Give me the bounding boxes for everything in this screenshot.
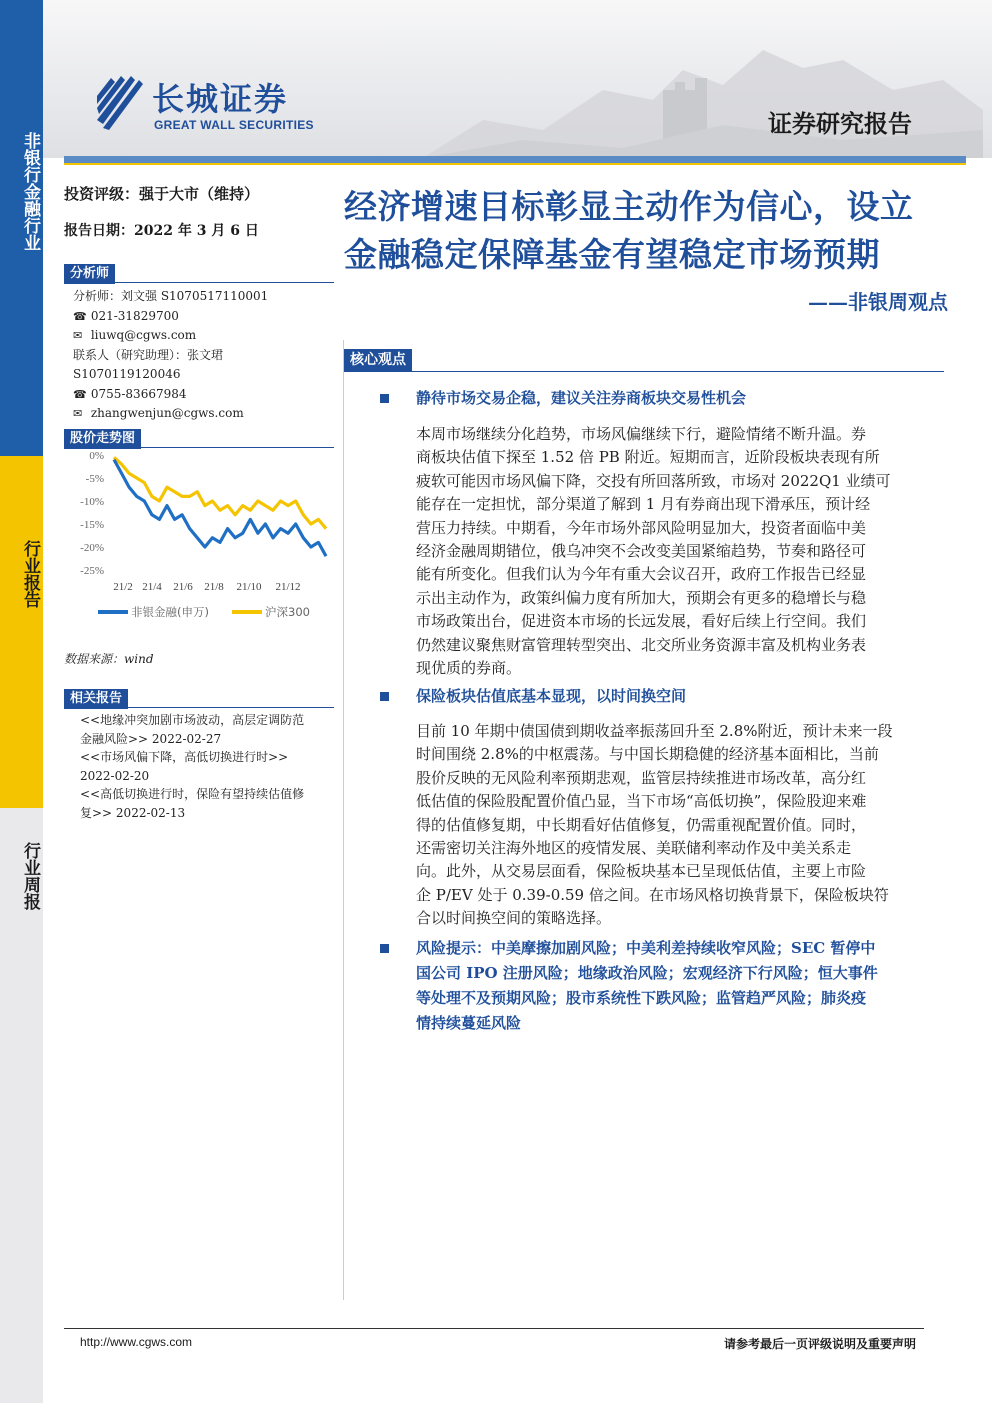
related-report-line[interactable]: <<市场风偏下降，高低切换进行时>> [80, 750, 289, 764]
sidebar-yellow-block [0, 456, 43, 808]
sidebar-industry-label: 非银行金融行业 [20, 132, 40, 251]
paragraph-line: 能有所变化。但我们认为今年有重大会议召开，政府工作报告已经显 [416, 565, 867, 584]
paragraph-line: 向。此外，从交易层面看，保险板块基本已呈现低估值，主要上市险 [416, 862, 867, 881]
paragraph-line: 仍然建议聚焦财富管理转型突出、北交所业务资源丰富及机构业务表 [416, 635, 867, 654]
risk-line: 情持续蔓延风险 [416, 1014, 522, 1032]
price-chart-svg [64, 446, 334, 636]
paragraph-line: 时间围绕 2.8%的中枢震荡。与中国长期稳健的经济基本面相比，当前 [416, 745, 879, 764]
related-report-line[interactable]: <<高低切换进行时，保险有望持续估值修 [80, 787, 305, 801]
logo-chinese-text: 长城证券 [152, 80, 289, 118]
analyst-line: ☎ 021-31829700 [73, 307, 268, 327]
x-tick-label: 21/4 [142, 581, 162, 593]
related-report-line[interactable]: 金融风险>> 2022-02-27 [80, 731, 222, 746]
paragraph-line: 目前 10 年期中债国债到期收益率振荡回升至 2.8%附近，预计未来一段 [416, 722, 893, 740]
x-tick-label: 21/6 [173, 581, 193, 593]
bullet-square-icon [380, 944, 389, 953]
header-divider [64, 156, 966, 163]
investment-rating: 投资评级：强于大市（维持） [64, 185, 260, 203]
report-subtitle: ——非银周观点 [808, 290, 948, 314]
footer-disclaimer: 请参考最后一页评级说明及重要声明 [723, 1337, 916, 1351]
paragraph-line: 还需密切关注海外地区的疫情发展、美联储利率动作及中美关系走 [416, 839, 852, 858]
paragraph-line: 合以时间换空间的策略选择。 [416, 909, 612, 928]
footer-url[interactable]: http://www.cgws.com [80, 1335, 193, 1349]
paragraph-line: 现优质的券商。 [416, 659, 522, 678]
paragraph-line: 本周市场继续分化趋势，市场风偏继续下行，避险情绪不断升温。券 [416, 425, 867, 443]
analyst-line: 分析师：刘文强 S1070517110001 [73, 289, 269, 303]
report-date: 报告日期：2022 年 3 月 6 日 [64, 223, 259, 239]
risk-line: 风险提示：中美摩擦加剧风险；中美利差持续收窄风险；SEC 暂停中 [416, 939, 876, 957]
legend-label: 非银金融(申万) [131, 605, 209, 619]
column-divider [343, 340, 344, 1300]
paragraph-line: 疲软可能因市场风偏下降，交投有所回落所致，市场对 2022Q1 业绩可 [416, 471, 891, 490]
bullet-square-icon [380, 394, 389, 403]
sidebar-weekly-label: 行业周报 [20, 842, 40, 910]
y-tick-label: -5% [85, 473, 104, 485]
related-report-line[interactable]: 2022-02-20 [80, 768, 150, 783]
chart-section-title: 股价走势图 [64, 429, 141, 449]
report-title-line: 经济增速目标彰显主动作为信心，设立 [344, 187, 914, 226]
bullet-heading-brokers: 静待市场交易企稳，建议关注券商板块交易性机会 [380, 386, 948, 411]
mail-icon: ✉ [73, 329, 83, 342]
core-view-header [344, 349, 944, 372]
related-report-line[interactable]: <<地缘冲突加剧市场波动，高层定调防范 [80, 713, 305, 727]
analyst-section-title: 分析师 [64, 264, 115, 284]
related-section-title: 相关报告 [64, 689, 128, 709]
company-logo-icon [95, 72, 145, 132]
price-chart [64, 446, 334, 636]
brokers-paragraph [416, 423, 948, 680]
risk-line: 等处理不及预期风险；股市系统性下跌风险；监管趋严风险；肺炎疫 [416, 989, 867, 1007]
series-line [114, 457, 326, 528]
y-tick-label: 0% [89, 450, 104, 462]
y-tick-label: -15% [80, 519, 104, 531]
y-tick-label: -20% [80, 542, 104, 554]
paragraph-line: 能存在一定担忧，部分渠道了解到 1 月有券商出现下滑承压，预计经 [416, 495, 871, 514]
paragraph-line: 市场政策出台，促进资本市场的长远发展，看好后续上行空间。我们 [416, 612, 867, 631]
phone-icon: ☎ [73, 387, 87, 401]
analyst-line: ✉ zhangwenjun@cgws.com [73, 404, 268, 424]
related-reports [80, 711, 330, 822]
paragraph-line: 得的估值修复期，中长期看好估值修复，仍需重视配置价值。同时， [416, 815, 867, 834]
analyst-info [73, 287, 268, 424]
paragraph-line: 营压力持续。中期看，今年市场外部风险明显加大，投资者面临中美 [416, 518, 867, 537]
paragraph-line: 商板块估值下探至 1.52 倍 PB 附近。短期而言，近阶段板块表现有所 [416, 448, 880, 467]
risk-line: 国公司 IPO 注册风险；地缘政治风险；宏观经济下行风险；恒大事件 [416, 964, 878, 982]
related-section-header [64, 687, 334, 708]
paragraph-line: 股价反映的无风险利率预期悲观，监管层持续推进市场改革，高分红 [416, 768, 867, 787]
analyst-line: S1070119120046 [73, 367, 181, 381]
y-tick-label: -25% [80, 565, 104, 577]
legend-label: 沪深300 [265, 605, 310, 619]
bullet-heading-insurance: 保险板块估值底基本显现，以时间换空间 [380, 684, 948, 709]
logo-english-text: GREAT WALL SECURITIES [154, 118, 314, 132]
chart-section-header [64, 427, 334, 448]
core-view-title: 核心观点 [344, 349, 412, 371]
y-tick-label: -10% [80, 496, 104, 508]
report-type-label: 证券研究报告 [768, 109, 912, 138]
x-tick-label: 21/8 [204, 581, 224, 593]
phone-icon: ☎ [73, 309, 87, 323]
paragraph-line: 企 P/EV 处于 0.39-0.59 倍之间。在市场风格切换背景下，保险板块符 [416, 885, 889, 904]
risk-warning [380, 936, 948, 1036]
chart-source: 数据来源：wind [64, 652, 154, 666]
header-divider-accent [64, 163, 966, 165]
paragraph-line: 示出主动作为，政策纠偏力度有所加大，预期会有更多的稳增长与稳 [416, 588, 867, 607]
analyst-line: ✉ liuwq@cgws.com [73, 326, 268, 346]
x-tick-label: 21/10 [236, 581, 262, 593]
analyst-line: ☎ 0755-83667984 [73, 385, 268, 405]
analyst-section-header [64, 262, 334, 283]
analyst-line: 联系人（研究助理）：张文珺 [73, 347, 224, 362]
paragraph-line: 低估值的保险股配置价值凸显，当下市场“高低切换”，保险股迎来难 [416, 792, 867, 811]
sidebar-report-label: 行业报告 [20, 540, 40, 608]
bullet-square-icon [380, 692, 389, 701]
insurance-paragraph [416, 720, 948, 931]
related-report-line[interactable]: 复>> 2022-02-13 [80, 805, 186, 820]
report-title-line: 金融稳定保障基金有望稳定市场预期 [344, 235, 880, 274]
sidebar [0, 0, 43, 1403]
paragraph-line: 经济金融周期错位，俄乌冲突不会改变美国紧缩趋势，节奏和路径可 [416, 542, 867, 561]
x-tick-label: 21/2 [113, 581, 133, 593]
x-tick-label: 21/12 [275, 581, 301, 593]
footer-divider [64, 1328, 924, 1329]
report-title [344, 183, 914, 279]
mail-icon: ✉ [73, 407, 83, 420]
